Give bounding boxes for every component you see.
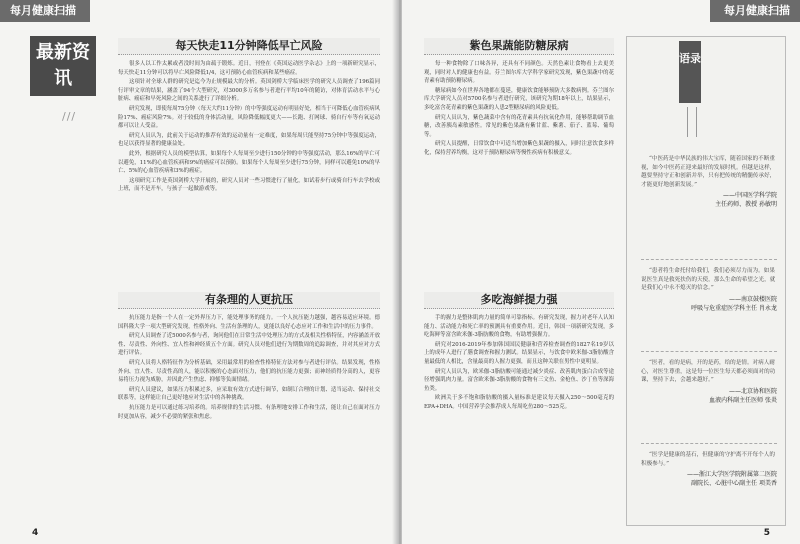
quote-3: [641, 359, 777, 405]
page-number-left: 4: [32, 528, 39, 538]
decorative-slashes: ///: [62, 110, 77, 123]
article-paragraph: 研究对2016-2019年参加韩国国民健康和营养检查调查的1827名19岁以上的成年人进行了膳食调查和握力测试。结果显示，与饮食中欧米伽-3脂肪酸含量最低的人相比，含量最高的人握力更强，而且这种关联在男性中更明显。: [424, 341, 614, 365]
quote-author: 副院长、心脏中心副主任 项美香: [691, 480, 777, 488]
article-stress-resilience: [118, 292, 380, 422]
quote-text: “医学是健康的基石，但健康的守护离不开每个人的积极参与。”: [641, 452, 775, 467]
article-paragraph: 欧洲关于多不饱和脂肪酸的摄入量标准是建议每天摄入250～500毫克的EPA+DHA。中国营养学会推荐成人每周吃鱼280～525克。: [424, 395, 614, 410]
quote-text: “中医药是中华民族的伟大宝库，随着国家的不断重视，如今中医药正迎来最好的发展时机。但越是这样，越要坚持守正和创新并举，只有把传统的精髓传承好，才能更好地创新发展。”: [641, 156, 776, 188]
quote-2: [641, 267, 777, 313]
article-paragraph: 研究人员认为，欧米伽-3脂肪酸可能通过减少炎症、改善肌肉蛋白合成等途径增强肌肉力量。富含欧米伽-3脂肪酸的食物有三文鱼、金枪鱼、沙丁鱼等深海鱼类。: [424, 368, 614, 392]
article-paragraph: 糖尿病如今在世界各地都在蔓延，健康饮食能够预防大多数病例。芬兰图尔库大学研究人员对5700名参与者进行研究，该研究为期18年以上，结果显示，多吃富含花青素的紫色果蔬的人患2型糖尿病的风险更低。: [424, 87, 614, 111]
decorative-divider: [687, 107, 697, 137]
article-paragraph: 这项针对全球人群的研究是迄今为止规模最大的分析。英国剑桥大学临床医学的研究人员调查了196篇同行评审文章的结果，涵盖了94个大型研究，对3000多万名参与者进行平均10年的随访，对体育活动水平与心脏病、癌症和早死风险之间的关系进行了详细分析。: [118, 79, 380, 103]
article-paragraph: 抗压能力是可以通过练习培养的。培养规律的生活习惯、有条理地安排工作和生活，能让自己在面对压力时更加从容，减少不必要的紧张和焦虑。: [118, 404, 380, 420]
article-seafood-grip: [424, 292, 614, 413]
quote-author: 呼吸与危重症医学科主任 肖永龙: [691, 304, 777, 312]
article-paragraph: 研究人员认为，此前关于运动的推荐有效的运动量有一定难度，如果每周只能坚持75分钟中等强度运动，也足以获得显著的健康益处。: [118, 132, 380, 148]
quote-text: “患者将生命托付给我们，我们必须尽力而为。如果说医生真是救死扶伤的天使，那么生命的希望之光，就是我们心中永不熄灭的信念。”: [641, 268, 776, 292]
section-tab-left: 每月健康扫描: [0, 0, 90, 22]
article-purple-vegetables: [424, 38, 614, 159]
article-paragraph: 研究人员调查了近5000名参与者，询问他们在日常生活中处理压力的方式及相关性格特征，内容涵盖开放性、尽责性、外向性、宜人性和神经质五个方面。研究人员对他们进行为期数周的追踪调查，并对其应对方式进行评估。: [118, 333, 380, 357]
article-paragraph: 抗压能力是指一个人在一定外界压力下，能处理事务的能力。一个人抗压能力越强，越容易适应环境。德国科隆大学一项大型研究发现，性格外向、生活有条理的人，更能以良好心态应对工作和生活中的压力事件。: [118, 315, 380, 330]
article-paragraph: 这项研究工作是英国剑桥大学开展的，研究人员对一些习惯进行了量化，如试着步行或骑自行车去学校或上班，而不是开车，与孩子一起做游戏等。: [118, 177, 380, 193]
quote-source: ——浙江大学医学院附属第二医院: [686, 471, 777, 479]
quote-source: ——南京鼓楼医院: [728, 295, 777, 303]
article-paragraph: 此外，根据研究人员的模型估算，如果每个人每周至少进行150分钟的中等强度活动，那么16%的早亡可以避免，11%的心血管疾病和9%的癌症可以预防。如果每个人每周至少进行75分钟，同样可以避免10%的早亡、5%的心血管疾病和3%的癌症。: [118, 150, 380, 175]
article-paragraph: 研究发现，即使每周75分钟（每天大约11分钟）的中等强度运动有明显好处，相当于可降低心血管疾病风险17%、癌症风险7%。对于较低的身体活动量，风险降低幅度更大——长跑、打网球、骑自行车等有氧运动都可以让人受益。: [118, 105, 380, 130]
left-page: [0, 0, 398, 544]
article-title: 有条理的人更抗压: [118, 292, 380, 309]
article-paragraph: 研究人员建议，如果压力积累过多，应采取有效方式进行调节，如制订合理的计划、适当运动、保持社交联系等，这样能让自己更好地应对生活中的各种挑战。: [118, 386, 380, 402]
quote-4: [641, 451, 777, 488]
article-paragraph: 每一种食物除了口味各异，还具有不同颜色。天然色素让食物看上去更美观，同时对人的健康也有益。芬兰图尔库大学科学家研究发现，紫色果蔬中的花青素有助预防糖尿病。: [424, 61, 614, 85]
quotes-sidebar: [626, 36, 786, 526]
article-paragraph: 研究人员认为，紫色蔬菜中含有的花青素具有抗氧化作用，能够帮助调节血糖，改善胰岛素敏感性。常见的紫色果蔬有紫甘蓝、紫薯、茄子、蓝莓、葡萄等。: [424, 114, 614, 138]
latest-news-badge: 最新资讯: [30, 36, 96, 96]
article-paragraph: 很多人以工作太累或者没时间为由疏于锻炼。近日，刊登在《英国运动医学杂志》上的一项新研究显示，每天快走11分钟可以将早亡风险降低1/4，这可预防心血管疾病和某些癌症。: [118, 61, 380, 76]
article-title: 多吃海鲜提力强: [424, 292, 614, 309]
quote-author: 血液内科副主任医师 张炎: [709, 396, 777, 404]
quote-text: “医者，看的是病，开的是药，给的是情。对病人耐心，对医生尊重，这是每一位医生每天都必须面对的功课，坚持下去，会越来越好。”: [641, 360, 776, 384]
article-title: 每天快走11分钟降低早亡风险: [118, 38, 380, 55]
quote-1: [641, 155, 777, 209]
quote-separator: [641, 259, 777, 260]
article-paragraph: 研究人员将人格特征作为分析基础，采用最常用的检查性格特征方法对参与者进行评估。结果发现，性格外向、宜人性、尽责性高的人，能以积极的心态面对压力，他们的抗压能力更强；而神经质得分高的人，更容易将压力视为威胁，并因此产生焦虑、抑郁等负面情绪。: [118, 359, 380, 384]
quote-source: ——北京协和医院: [728, 387, 777, 395]
quotes-heading: 语录: [679, 41, 701, 103]
quote-separator: [641, 443, 777, 444]
page-number-right: 5: [763, 528, 770, 538]
quote-source: ——中国医学科学院: [722, 192, 777, 200]
article-paragraph: 研究人员提醒，日常饮食中可适当增加紫色果蔬的摄入，同时注意饮食多样化，保持营养均衡，这对于预防糖尿病等慢性疾病有积极意义。: [424, 141, 614, 156]
article-title: 紫色果蔬能防糖尿病: [424, 38, 614, 55]
article-paragraph: 手的握力是整体肌肉力量的简单可靠指标。有研究发现，握力对老年人认知能力、活动能力和死亡率的预测具有重要作用。近日，韩国一项新研究发现，多吃海鲜等富含欧米伽-3脂肪酸的食物，有助增强握力。: [424, 315, 614, 339]
quote-separator: [641, 351, 777, 352]
section-tab-right: 每月健康扫描: [710, 0, 800, 22]
quote-author: 主任药师、教授 孙敏明: [715, 201, 777, 209]
article-brisk-walk: [118, 38, 380, 195]
